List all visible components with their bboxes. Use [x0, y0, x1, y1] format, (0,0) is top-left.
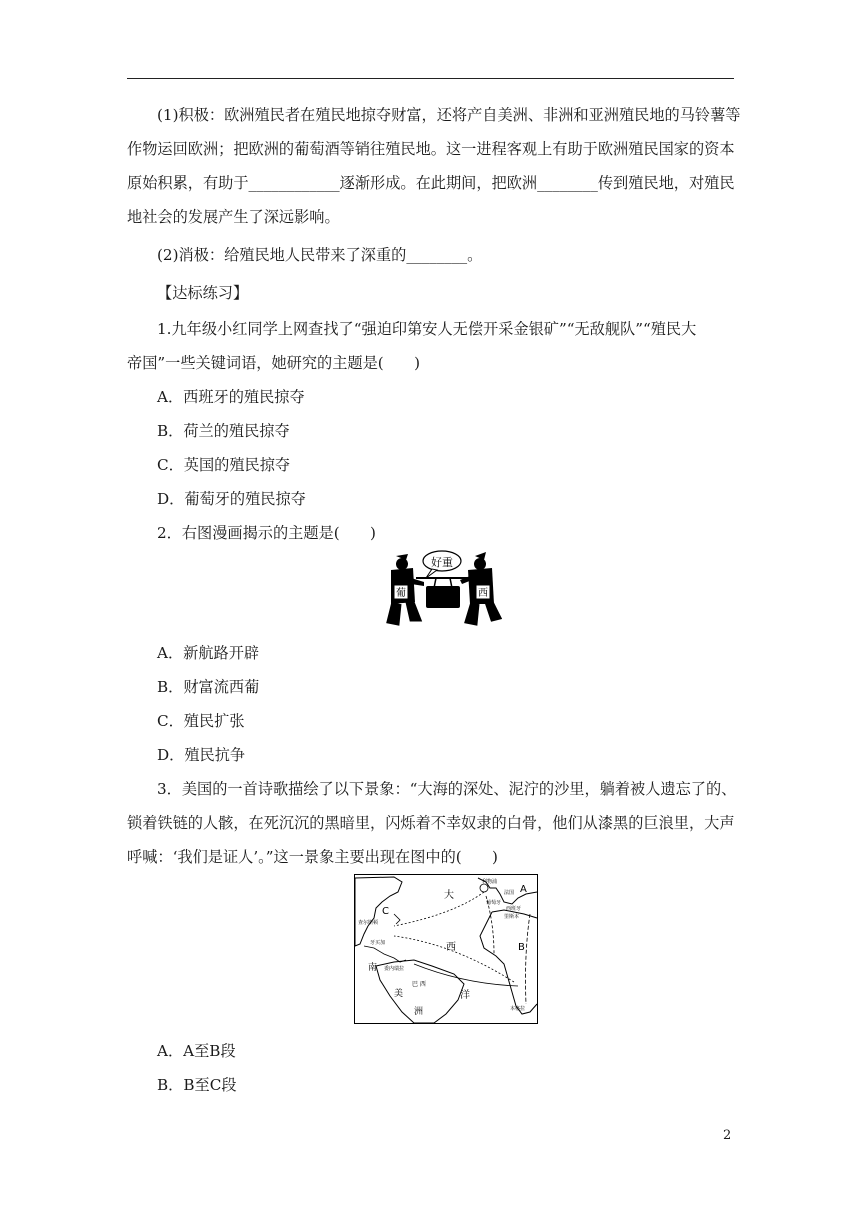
label-lisbon: 里斯本 [504, 914, 520, 920]
text-line: (2)消极：给殖民地人民带来了深重的________。 [157, 246, 483, 264]
left-figure-legs [388, 602, 420, 624]
label-spain: 西班牙 [506, 906, 522, 912]
page-number: 2 [723, 1128, 732, 1143]
label-charleston: 查尔斯顿 [358, 920, 379, 926]
label-france: 法国 [504, 890, 515, 896]
label-liverpool: 利物浦 [482, 879, 498, 885]
label-da: 大 [444, 890, 454, 901]
question-2: 2．右图漫画揭示的主题是( ) [157, 524, 376, 542]
speech-text: 好重 [431, 556, 453, 569]
text-line: 作物运回欧洲；把欧洲的葡萄酒等销往殖民地。这一进程客观上有助于欧洲殖民国家的资本 [127, 140, 735, 158]
speech-bubble-tail [426, 569, 437, 578]
section-heading: 【达标练习】 [157, 284, 249, 302]
label-baxi: 巴 西 [412, 981, 426, 988]
question-1: 1.九年级小红同学上网查找了“强迫印第安人无偿开采金银矿”“无敌舰队”“殖民大 [157, 320, 697, 338]
question-3: 3．美国的一首诗歌描绘了以下景象：“大海的深处、泥泞的沙里，躺着被人遗忘了的、 [157, 780, 737, 798]
label-portugal: 葡萄牙 [486, 900, 502, 906]
q2-option-d: D．殖民抗争 [157, 746, 246, 764]
q1-option-b: B．荷兰的殖民掠夺 [157, 422, 290, 440]
cartoon-figure [380, 548, 502, 634]
q2-option-a: A．新航路开辟 [157, 644, 260, 662]
left-sign-text: 葡 [396, 588, 406, 599]
q1-option-d: D．葡萄牙的殖民掠夺 [157, 490, 306, 508]
right-sign-text: 西 [478, 588, 488, 599]
q2-option-b: B．财富流西葡 [157, 678, 260, 696]
label-venezuela: 委内瑞拉 [384, 966, 405, 972]
label-benguela: 本格拉 [510, 1006, 526, 1012]
label-xi: 西 [446, 942, 456, 953]
header-rule [127, 78, 734, 79]
label-jamaica: 牙买加 [370, 940, 386, 946]
treasure-bag [426, 586, 460, 608]
text-line: (1)积极：欧洲殖民者在殖民地掠夺财富，还将产自美洲、非洲和亚洲殖民地的马铃薯等 [157, 106, 741, 124]
atlantic-map [354, 874, 538, 1024]
question-1-cont: 帝国”一些关键词语，她研究的主题是( ) [127, 354, 420, 372]
label-mei: 美 [394, 989, 404, 999]
q3-option-b: B．B至C段 [157, 1076, 237, 1094]
label-c: C [382, 906, 389, 917]
q3-option-a: A．A至B段 [157, 1042, 236, 1060]
left-figure-head [396, 558, 408, 570]
label-zhou: 洲 [414, 1007, 424, 1017]
right-figure-head [474, 558, 486, 570]
label-a: A [520, 884, 527, 895]
question-3-cont: 呼喊：‘我们是证人’。”这一景象主要出现在图中的( ) [127, 848, 498, 866]
label-yang: 洋 [460, 990, 470, 1001]
label-nan: 南 [368, 963, 378, 973]
label-b: B [518, 942, 525, 953]
text-line: 原始积累，有助于____________逐渐形成。在此期间，把欧洲________传到殖民地，对殖民 [127, 174, 735, 192]
text-line: 地社会的发展产生了深远影响。 [127, 208, 340, 226]
q1-option-a: A．西班牙的殖民掠夺 [157, 388, 305, 406]
right-figure-legs [466, 602, 500, 624]
q2-option-c: C．殖民扩张 [157, 712, 245, 730]
question-3-cont: 锁着铁链的人骸，在死沉沉的黑暗里，闪烁着不幸奴隶的白骨，他们从漆黑的巨浪里，大声 [127, 814, 735, 832]
q1-option-c: C．英国的殖民掠夺 [157, 456, 291, 474]
